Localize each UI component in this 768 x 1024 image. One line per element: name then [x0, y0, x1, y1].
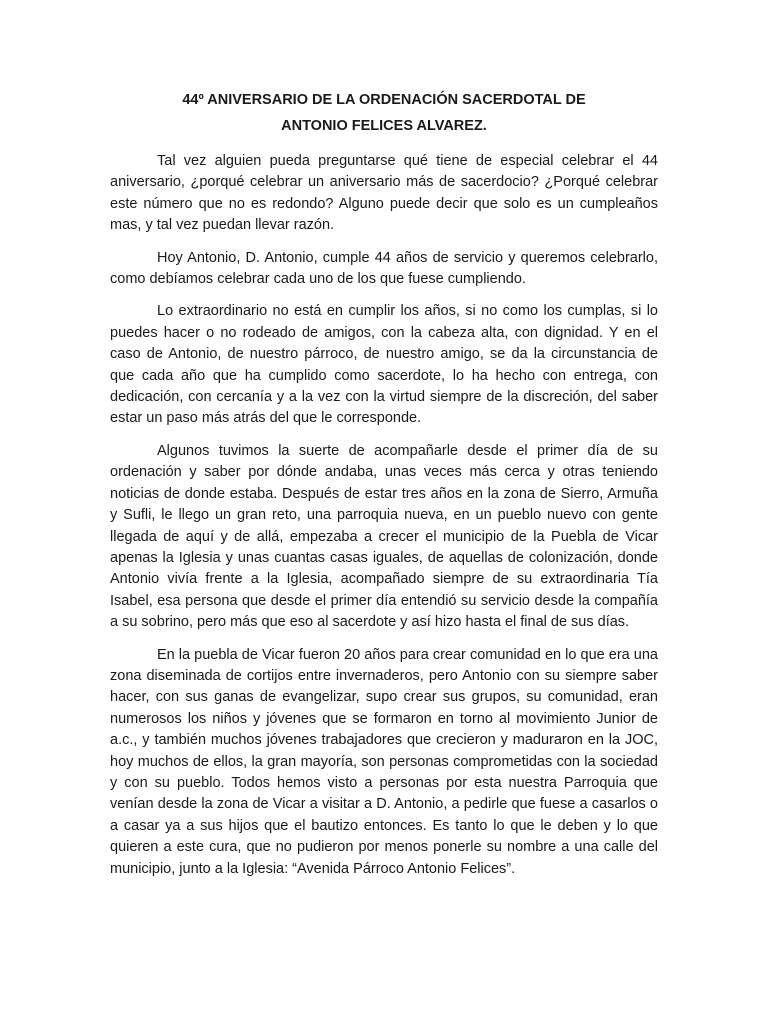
paragraph-2: Hoy Antonio, D. Antonio, cumple 44 años de servicio y queremos celebrarlo, como debíamos celebrar cada uno de los que fuese cumpliendo.	[110, 249, 658, 288]
document-title-line-1: 44º ANIVERSARIO DE LA ORDENACIÓN SACERDOTAL DE	[182, 92, 586, 108]
paragraph-5: En la puebla de Vicar fueron 20 años para crear comunidad en lo que era una zona diseminada de cortijos entre invernaderos, pero Antonio con su siempre saber hacer, con sus ganas de evangelizar, supo crear sus grupos, su comunidad, eran numerosos los niños y jóvenes que se formaron en torno al movimiento Junior de a.c., y también muchos jóvenes trabajadores que crecieron y maduraron en la JOC, hoy muchos de ellos, la gran mayoría, son personas comprometidas con la sociedad y con su pueblo. Todos hemos visto a personas por esta nuestra Parroquia que venían desde la zona de Vicar a visitar a D. Antonio, a pedirle que fuese a casarlos o a casar ya a sus hijos que el bautizo entonces. Es tanto lo que le deben y lo que quieren a este cura, que no pudieron por menos ponerle su nombre a una calle del municipio, junto a la Iglesia: “Avenida Párroco Antonio Felices”.	[110, 646, 658, 877]
paragraph-1: Tal vez alguien pueda preguntarse qué tiene de especial celebrar el 44 aniversario, ¿porqué celebrar un aniversario más de sacerdocio? ¿Porqué celebrar este número que no es redondo? Alguno puede decir que solo es un cumpleaños mas, y tal vez puedan llevar razón.	[110, 153, 658, 234]
paragraph-3: Lo extraordinario no está en cumplir los años, si no como los cumplas, si lo puedes hacer o no rodeado de amigos, con la cabeza alta, con dignidad. Y en el caso de Antonio, de nuestro párroco, de nuestro amigo, se da la circunstancia de que cada año que ha cumplido como sacerdote, lo ha hecho con entrega, con dedicación, con cercanía y a la vez con la virtud siempre de la discreción, del saber estar un paso más atrás del que le corresponde.	[110, 303, 658, 427]
document-body	[110, 151, 658, 891]
document-title-line-2: ANTONIO FELICES ALVAREZ.	[281, 118, 487, 134]
paragraph-4: Algunos tuvimos la suerte de acompañarle desde el primer día de su ordenación y saber por dónde andaba, unas veces más cerca y otras teniendo noticias de donde estaba. Después de estar tres años en la zona de Sierro, Armuña y Sufli, le llego un gran reto, una parroquia nueva, en un pueblo nuevo con gente llegada de aquí y de allá, empezaba a crecer el municipio de la Puebla de Vicar apenas la Iglesia y unas cuantas casas iguales, de aquellas de colonización, donde Antonio vivía frente a la Iglesia, acompañado siempre de su extraordinaria Tía Isabel, esa persona que desde el primer día entendió su servicio desde la compañía a su sobrino, pero más que eso al sacerdote y así hizo hasta el final de sus días.	[110, 442, 658, 631]
